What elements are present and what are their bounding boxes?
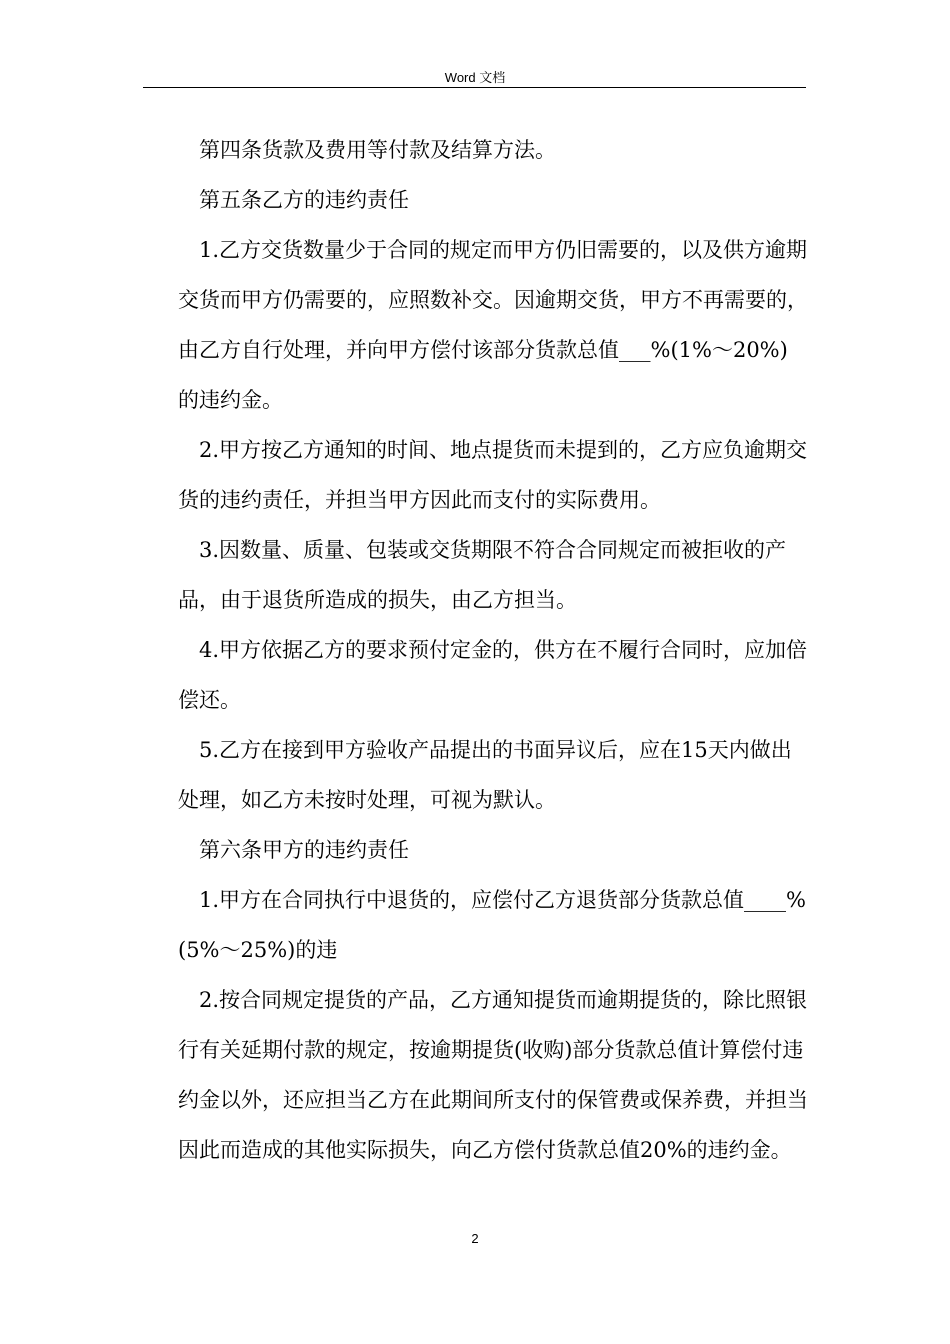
paragraph-article-5-item-5: 5.乙方在接到甲方验收产品提出的书面异议后，应在15天内做出处理，如乙方未按时处理，可视为默认。 <box>178 738 792 812</box>
paragraph-article-6-item-2: 2.按合同规定提货的产品，乙方通知提货而逾期提货的，除比照银行有关延期付款的规定，按逾期提货(收购)部分货款总值计算偿付违约金以外，还应担当乙方在此期间所支付的保管费或保养费，并担当因此而造成的其他实际损失，向乙方偿付货款总值20%的违约金。 <box>178 988 808 1162</box>
page-number: 2 <box>471 1231 479 1246</box>
header-divider <box>143 87 806 88</box>
paragraph-article-6-item-1: 1.甲方在合同执行中退货的，应偿付乙方退货部分货款总值____%(5%～25%)的违 <box>178 888 806 962</box>
header-title: Word 文档 <box>444 70 506 85</box>
paragraph-article-5-item-1: 1.乙方交货数量少于合同的规定而甲方仍旧需要的，以及供方逾期交货而甲方仍需要的，应照数补交。因逾期交货，甲方不再需要的，由乙方自行处理，并向甲方偿付该部分货款总值___%(1%～20%)的违约金。 <box>178 238 808 412</box>
paragraph-article-5-item-2: 2.甲方按乙方通知的时间、地点提货而未提到的，乙方应负逾期交货的违约责任，并担当甲方因此而支付的实际费用。 <box>178 438 808 512</box>
paragraph-article-5-item-4: 4.甲方依据乙方的要求预付定金的，供方在不履行合同时，应加倍偿还。 <box>178 638 808 712</box>
paragraph-article-4: 第四条货款及费用等付款及结算方法。 <box>199 138 556 162</box>
paragraph-article-5-heading: 第五条乙方的违约责任 <box>199 188 409 212</box>
paragraph-article-5-item-3: 3.因数量、质量、包装或交货期限不符合合同规定而被拒收的产品，由于退货所造成的损失，由乙方担当。 <box>178 538 787 612</box>
document-body <box>178 125 808 1175</box>
paragraph-article-6-heading: 第六条甲方的违约责任 <box>199 838 409 862</box>
